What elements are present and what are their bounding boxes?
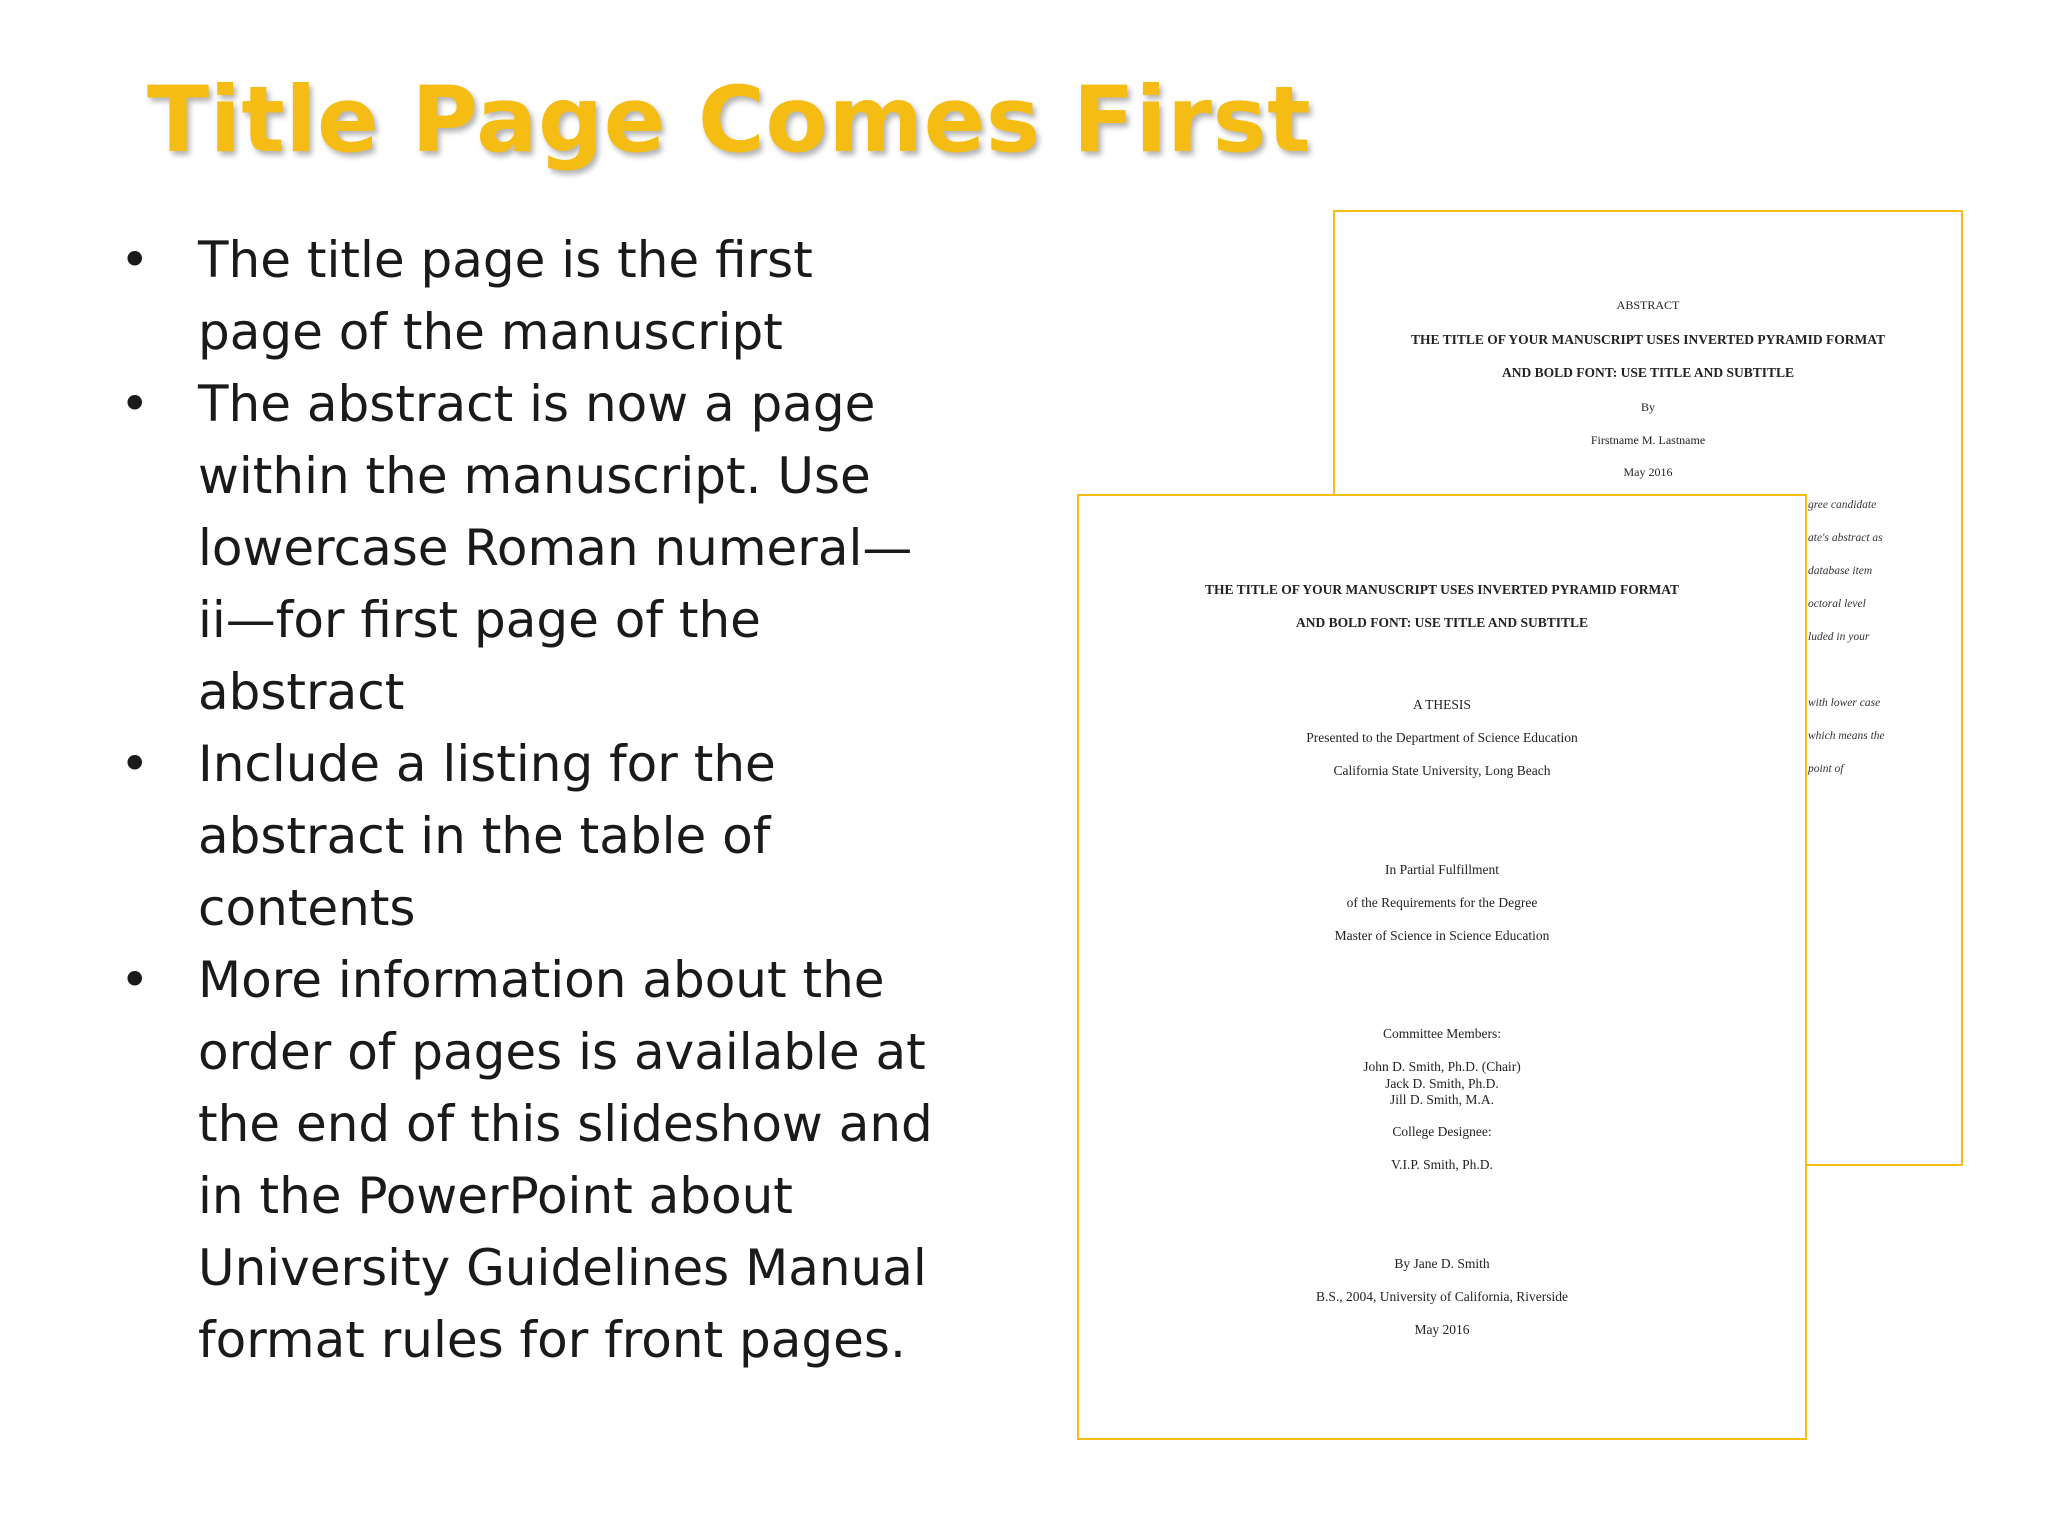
title-page-title-line-1: THE TITLE OF YOUR MANUSCRIPT USES INVERTED PYRAMID FORMAT bbox=[1204, 582, 1680, 597]
abstract-text-fragment: octoral level bbox=[1808, 598, 1866, 610]
bullet-list bbox=[110, 224, 940, 1376]
abstract-author: Firstname M. Lastname bbox=[1590, 433, 1706, 447]
bullet-marker: • bbox=[120, 231, 150, 289]
abstract-date: May 2016 bbox=[1623, 465, 1673, 479]
title-page-member: Jack D. Smith, Ph.D. bbox=[1385, 1076, 1499, 1091]
title-page-member: Jill D. Smith, M.A. bbox=[1390, 1092, 1494, 1107]
bullet-marker: • bbox=[120, 375, 150, 433]
title-page-title-line-2: AND BOLD FONT: USE TITLE AND SUBTITLE bbox=[1295, 615, 1589, 630]
bullet-text: More information about the order of pages is available at the end of this slideshow and in the PowerPoint about University Guidelines Manual format rules for front pages. bbox=[198, 951, 933, 1369]
slide-title: Title Page Comes First bbox=[147, 68, 1312, 173]
bullet-text: Include a listing for the abstract in the table of contents bbox=[198, 735, 776, 937]
bullet-item bbox=[110, 368, 940, 728]
title-page-presented: Presented to the Department of Science Education bbox=[1306, 730, 1578, 745]
title-page-image bbox=[1077, 494, 1807, 1440]
title-page-thesis: A THESIS bbox=[1413, 697, 1471, 712]
abstract-text-fragment: with lower case bbox=[1808, 697, 1881, 709]
abstract-text-fragment: which means the bbox=[1808, 730, 1885, 742]
title-page-designee: V.I.P. Smith, Ph.D. bbox=[1391, 1157, 1493, 1172]
title-page-fulfillment: In Partial Fulfillment bbox=[1385, 862, 1499, 877]
title-page-university: California State University, Long Beach bbox=[1333, 763, 1551, 778]
abstract-title-line-1: THE TITLE OF YOUR MANUSCRIPT USES INVERTED PYRAMID FORMAT bbox=[1410, 332, 1886, 347]
title-page-committee-label: Committee Members: bbox=[1382, 1026, 1502, 1041]
abstract-text-fragment: gree candidate bbox=[1808, 499, 1877, 511]
abstract-by: By bbox=[1640, 400, 1655, 414]
bullet-text: The abstract is now a page within the manuscript. Use lowercase Roman numeral—ii—for first page of the abstract bbox=[198, 375, 913, 721]
bullet-marker: • bbox=[120, 735, 150, 793]
abstract-text-fragment: point of bbox=[1808, 763, 1844, 775]
abstract-text-fragment: luded in your bbox=[1808, 631, 1870, 643]
abstract-text-fragment: ate's abstract as bbox=[1808, 532, 1883, 544]
bullet-item bbox=[110, 944, 940, 1376]
abstract-heading: ABSTRACT bbox=[1616, 298, 1680, 312]
title-page-by-author: By Jane D. Smith bbox=[1394, 1256, 1490, 1271]
title-page-member: John D. Smith, Ph.D. (Chair) bbox=[1363, 1059, 1521, 1074]
title-page-degree: Master of Science in Science Education bbox=[1334, 928, 1550, 943]
title-page-date: May 2016 bbox=[1414, 1322, 1470, 1337]
title-page-prior-degree: B.S., 2004, University of California, Riverside bbox=[1316, 1289, 1568, 1304]
abstract-title-line-2: AND BOLD FONT: USE TITLE AND SUBTITLE bbox=[1501, 365, 1795, 380]
bullet-item bbox=[110, 728, 940, 944]
bullet-marker: • bbox=[120, 951, 150, 1009]
title-page-requirements: of the Requirements for the Degree bbox=[1346, 895, 1538, 910]
bullet-text: The title page is the first page of the manuscript bbox=[198, 231, 813, 361]
bullet-item bbox=[110, 224, 940, 368]
abstract-text-fragment: database item bbox=[1808, 565, 1873, 577]
title-page-designee-label: College Designee: bbox=[1392, 1124, 1492, 1139]
